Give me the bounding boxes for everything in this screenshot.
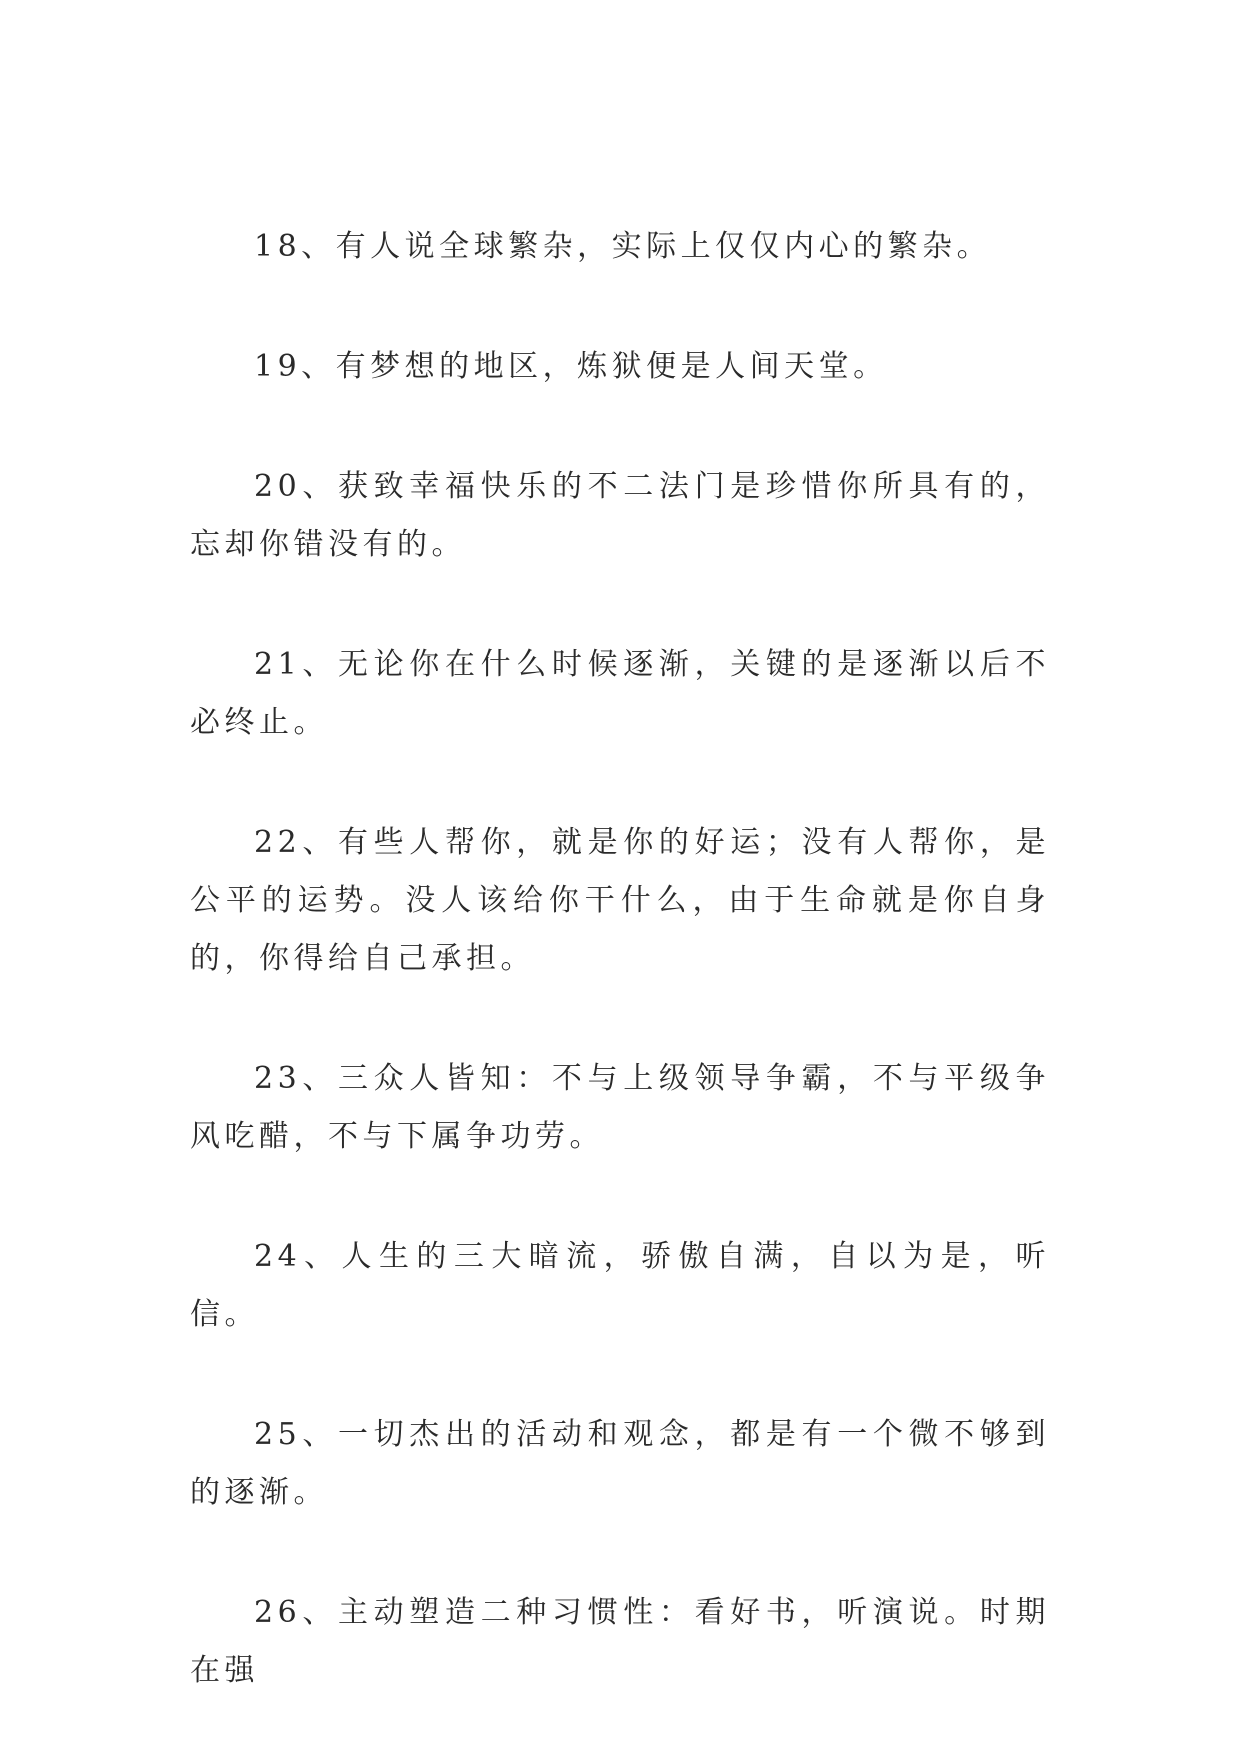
paragraph-18: 18、有人说全球繁杂，实际上仅仅内心的繁杂。 — [254, 229, 992, 264]
paragraph-20: 20、获致幸福快乐的不二法门是珍惜你所具有的，忘却你错没有的。 — [190, 469, 1050, 562]
paragraph-24: 24、人生的三大暗流，骄傲自满，自以为是，听信。 — [190, 1239, 1050, 1332]
paragraph-23: 23、三众人皆知：不与上级领导争霸，不与平级争风吃醋，不与下属争功劳。 — [190, 1061, 1050, 1154]
paragraph-25: 25、一切杰出的活动和观念，都是有一个微不够到的逐渐。 — [190, 1417, 1050, 1510]
paragraph-19: 19、有梦想的地区，炼狱便是人间天堂。 — [254, 349, 888, 384]
paragraph-22: 22、有些人帮你，就是你的好运；没有人帮你，是公平的运势。没人该给你干什么，由于生命就是你自身的，你得给自己承担。 — [190, 825, 1050, 976]
paragraph-26: 26、主动塑造二种习惯性：看好书，听演说。时期在强 — [190, 1595, 1050, 1688]
paragraph-21: 21、无论你在什么时候逐渐，关键的是逐渐以后不必终止。 — [190, 647, 1050, 740]
document-body — [190, 218, 1050, 1700]
